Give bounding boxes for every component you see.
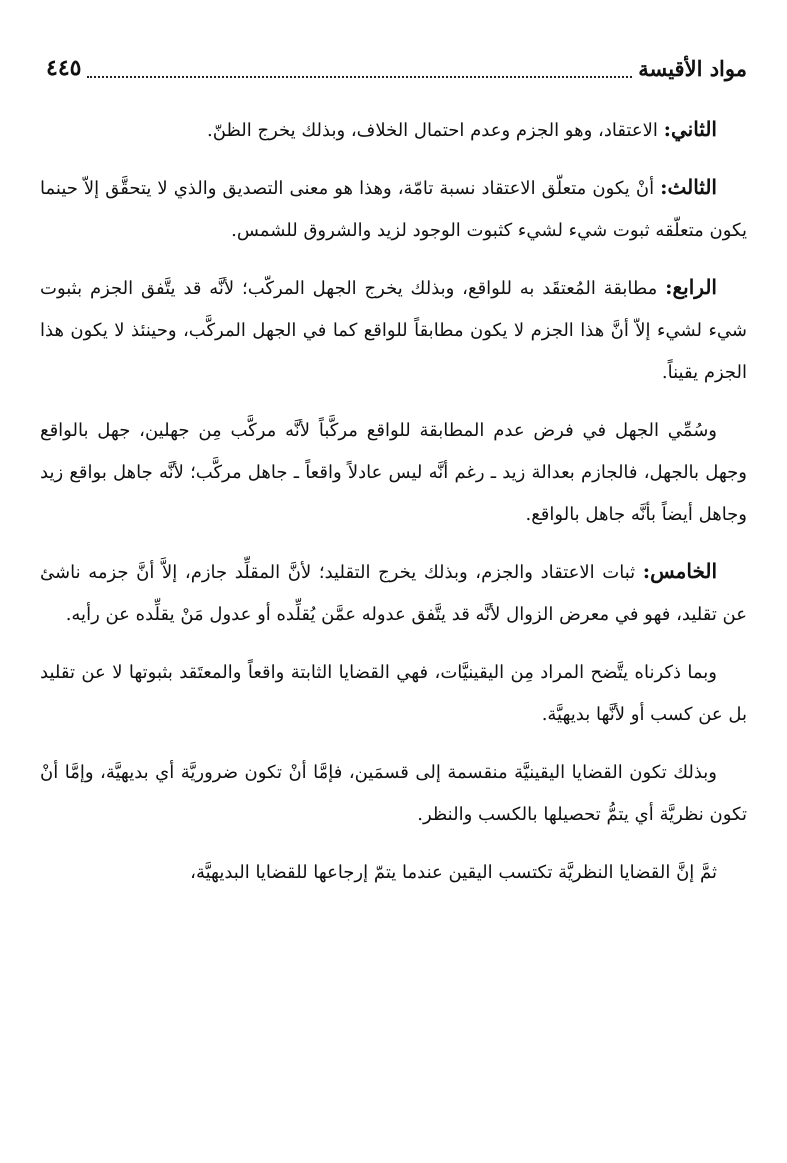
paragraph-text: وبما ذكرناه يتَّضح المراد مِن اليقينيَّات، فهي القضايا الثابتة واقعاً والمعتَقد بثبوتها لا عن تقليد بل عن كسب أو لأنَّها بديهيَّة. [40,662,747,725]
paragraph-fifth [40,550,747,636]
paragraph-term: الثاني: [663,117,717,141]
paragraph-division [40,750,747,836]
paragraph-text: مطابقة المُعتقَد به للواقع، وبذلك يخرج الجهل المركّب؛ لأنَّه قد يتَّفق الجزم بثبوت شيء لشيء إلاّ أنَّ هذا الجزم لا يكون مطابقاً للواقع كما في الجهل المركَّب، وحينئذ لا يكون هذا الجزم يقيناً. [40,278,747,383]
paragraph-text: أنْ يكون متعلّق الاعتقاد نسبة تامّة، وهذا هو معنى التصديق والذي لا يتحقَّق إلاّ حينما يكون متعلّقه ثبوت شيء لشيء كثبوت الوجود لزيد والشروق للشمس. [40,178,747,241]
paragraph-text: وسُمِّي الجهل في فرض عدم المطابقة للواقع مركَّباً لأنَّه مركَّب مِن جهلين، جهل بالواقع وجهل بالجهل، فالجازم بعدالة زيد ـ رغم أنَّه ليس عادلاً واقعاً ـ جاهل مركَّب؛ لأنَّه جاهل بواقع زيد وجاهل أيضاً بأنَّه جاهل بالواقع. [40,420,747,525]
paragraph-text: الاعتقاد، وهو الجزم وعدم احتمال الخلاف، وبذلك يخرج الظنّ. [207,120,664,141]
paragraph-text: ثبات الاعتقاد والجزم، وبذلك يخرج التقليد؛ لأنَّ المقلِّد جازم، إلاَّ أنَّ جزمه ناشئ عن تقليد، فهو في معرض الزوال لأنَّه قد يتَّفق عدوله عمَّن يُقلِّده أو عدول مَنْ يقلِّده عن رأيه. [40,562,747,625]
running-title: مواد الأقيسة [638,55,747,81]
paragraph-term: الرابع: [665,275,717,299]
paragraph-term: الخامس: [642,559,718,583]
paragraph-fourth [40,266,747,394]
paragraph-theoretical [40,850,747,894]
paragraph-certainties [40,650,747,736]
paragraph-third [40,166,747,252]
paragraph-second [40,108,747,152]
paragraph-compound-ignorance [40,408,747,536]
paragraph-term: الثالث: [660,175,717,199]
page-number: ٤٤٥ [46,55,82,81]
paragraph-text: ثمَّ إنَّ القضايا النظريَّة تكتسب اليقين عندما يتمّ إرجاعها للقضايا البديهيَّة، [190,862,717,883]
body-text [40,108,747,908]
dotted-leader [87,68,632,78]
paragraph-text: وبذلك تكون القضايا اليقينيَّة منقسمة إلى قسمَين، فإمَّا أنْ تكون ضروريَّة أي بديهيَّة، وإمَّا أنْ تكون نظريَّة أي يتمُّ تحصيلها بالكسب والنظر. [40,762,747,825]
page-header [46,48,747,88]
